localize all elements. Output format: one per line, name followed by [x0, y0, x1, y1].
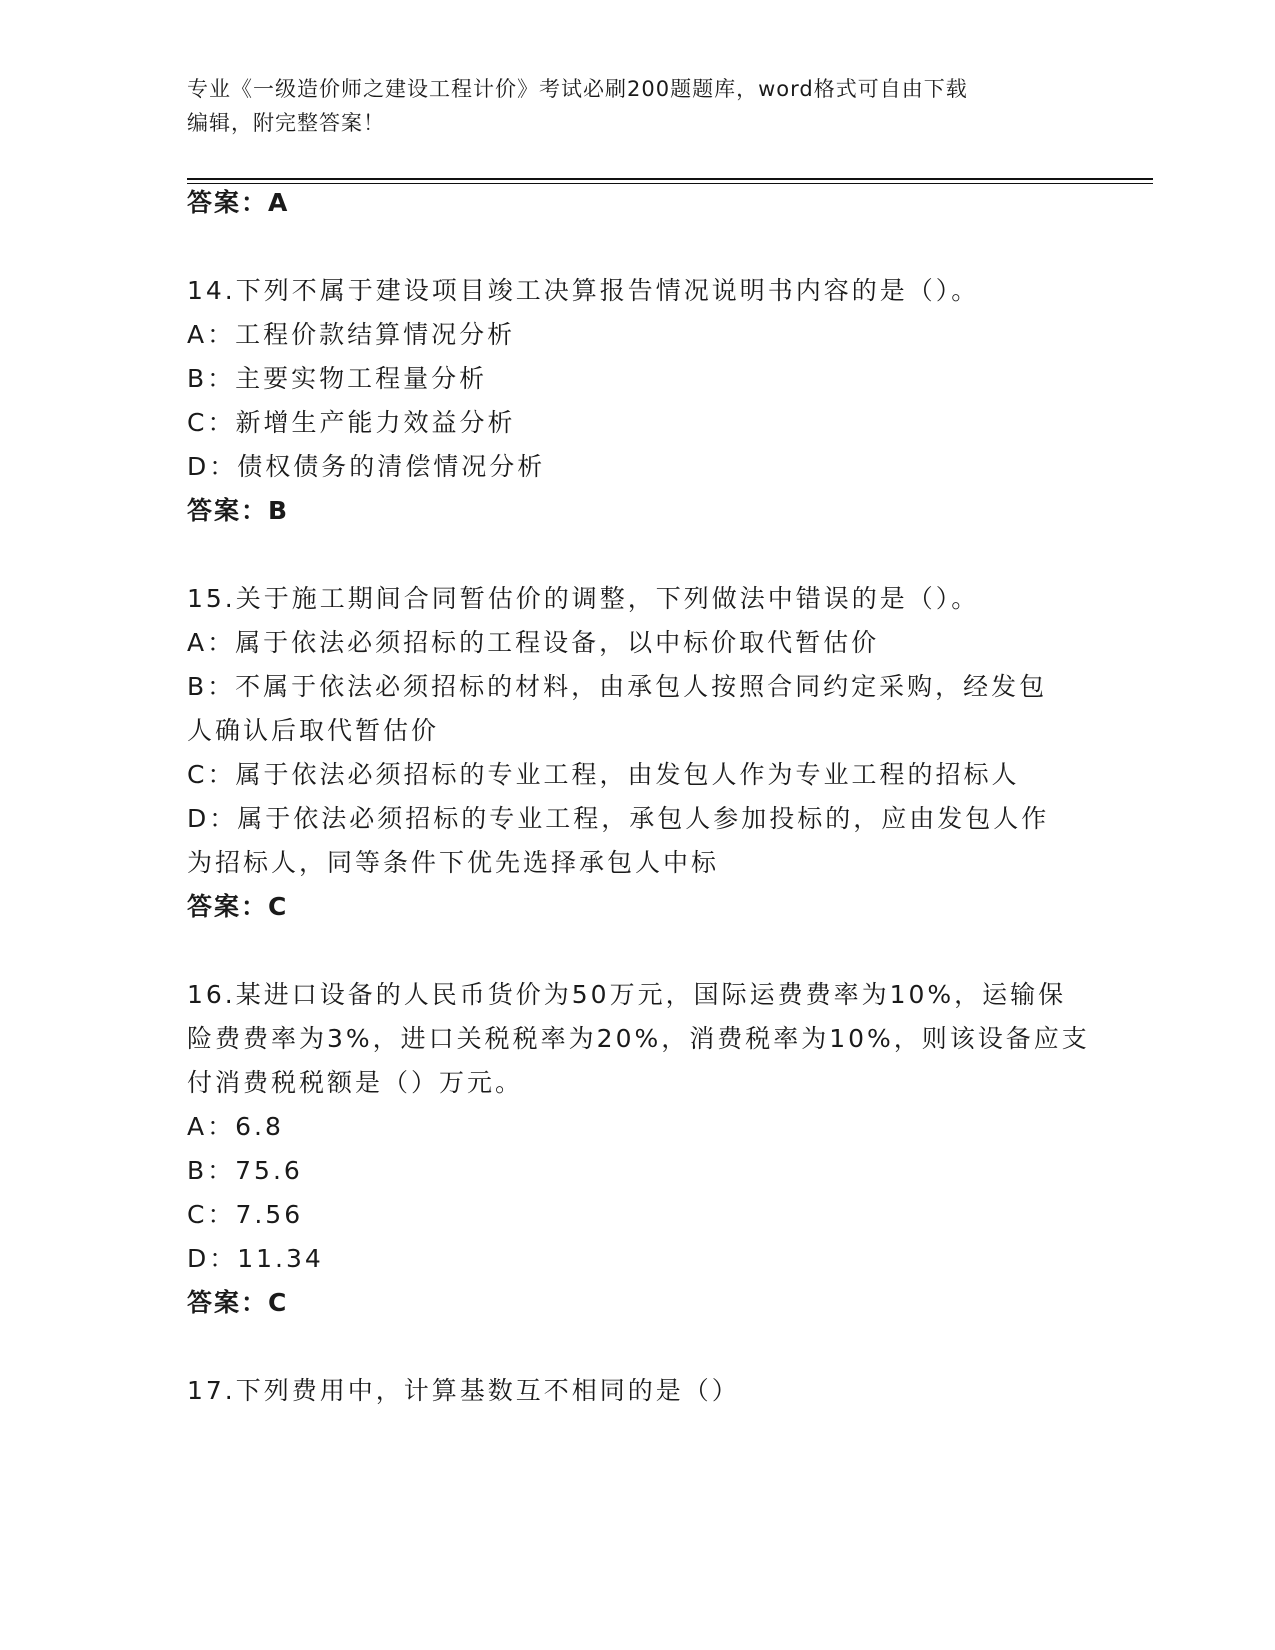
q15-option-d-line-2: 为招标人，同等条件下优先选择承包人中标	[187, 848, 720, 877]
q15-stem: 15.关于施工期间合同暂估价的调整，下列做法中错误的是（）。	[187, 584, 980, 613]
q16-option-a: A：6.8	[187, 1112, 284, 1141]
header-line-2: 编辑，附完整答案！	[187, 111, 385, 135]
q16-option-d: D：11.34	[187, 1244, 324, 1273]
q14-option-d: D：债权债务的清偿情况分析	[187, 452, 546, 481]
q16-stem-line-1: 16.某进口设备的人民币货价为50万元，国际运费费率为10%，运输保	[187, 980, 1067, 1009]
q16-option-b: B：75.6	[187, 1156, 303, 1185]
q15-option-d-line-1: D：属于依法必须招标的专业工程，承包人参加投标的，应由发包人作	[187, 804, 1050, 833]
q16-stem-line-3: 付消费税税额是（）万元。	[187, 1068, 524, 1097]
q14-option-c: C：新增生产能力效益分析	[187, 408, 516, 437]
header-divider-thick	[187, 178, 1153, 180]
q16-option-c: C：7.56	[187, 1200, 304, 1229]
q15-option-b-line-2: 人确认后取代暂估价	[187, 716, 440, 745]
q16-stem-line-2: 险费费率为3%，进口关税税率为20%，消费税率为10%，则该设备应支	[187, 1024, 1090, 1053]
header-line-1: 专业《一级造价师之建设工程计价》考试必刷200题题库，word格式可自由下载	[187, 77, 968, 101]
q14-stem: 14.下列不属于建设项目竣工决算报告情况说明书内容的是（）。	[187, 276, 980, 305]
q14-option-b: B：主要实物工程量分析	[187, 364, 488, 393]
header-divider-thin	[187, 183, 1153, 184]
q15-option-b-line-1: B：不属于依法必须招标的材料，由承包人按照合同约定采购，经发包	[187, 672, 1048, 701]
q15-option-c: C：属于依法必须招标的专业工程，由发包人作为专业工程的招标人	[187, 760, 1020, 789]
q14-option-a: A：工程价款结算情况分析	[187, 320, 516, 349]
q15-option-a: A：属于依法必须招标的工程设备，以中标价取代暂估价	[187, 628, 880, 657]
q16-answer: 答案：C	[187, 1288, 289, 1317]
q17-stem: 17.下列费用中，计算基数互不相同的是（）	[187, 1376, 740, 1405]
q13-answer: 答案：A	[187, 188, 290, 217]
q15-answer: 答案：C	[187, 892, 289, 921]
page-header	[187, 72, 1087, 140]
q14-answer: 答案：B	[187, 496, 290, 525]
